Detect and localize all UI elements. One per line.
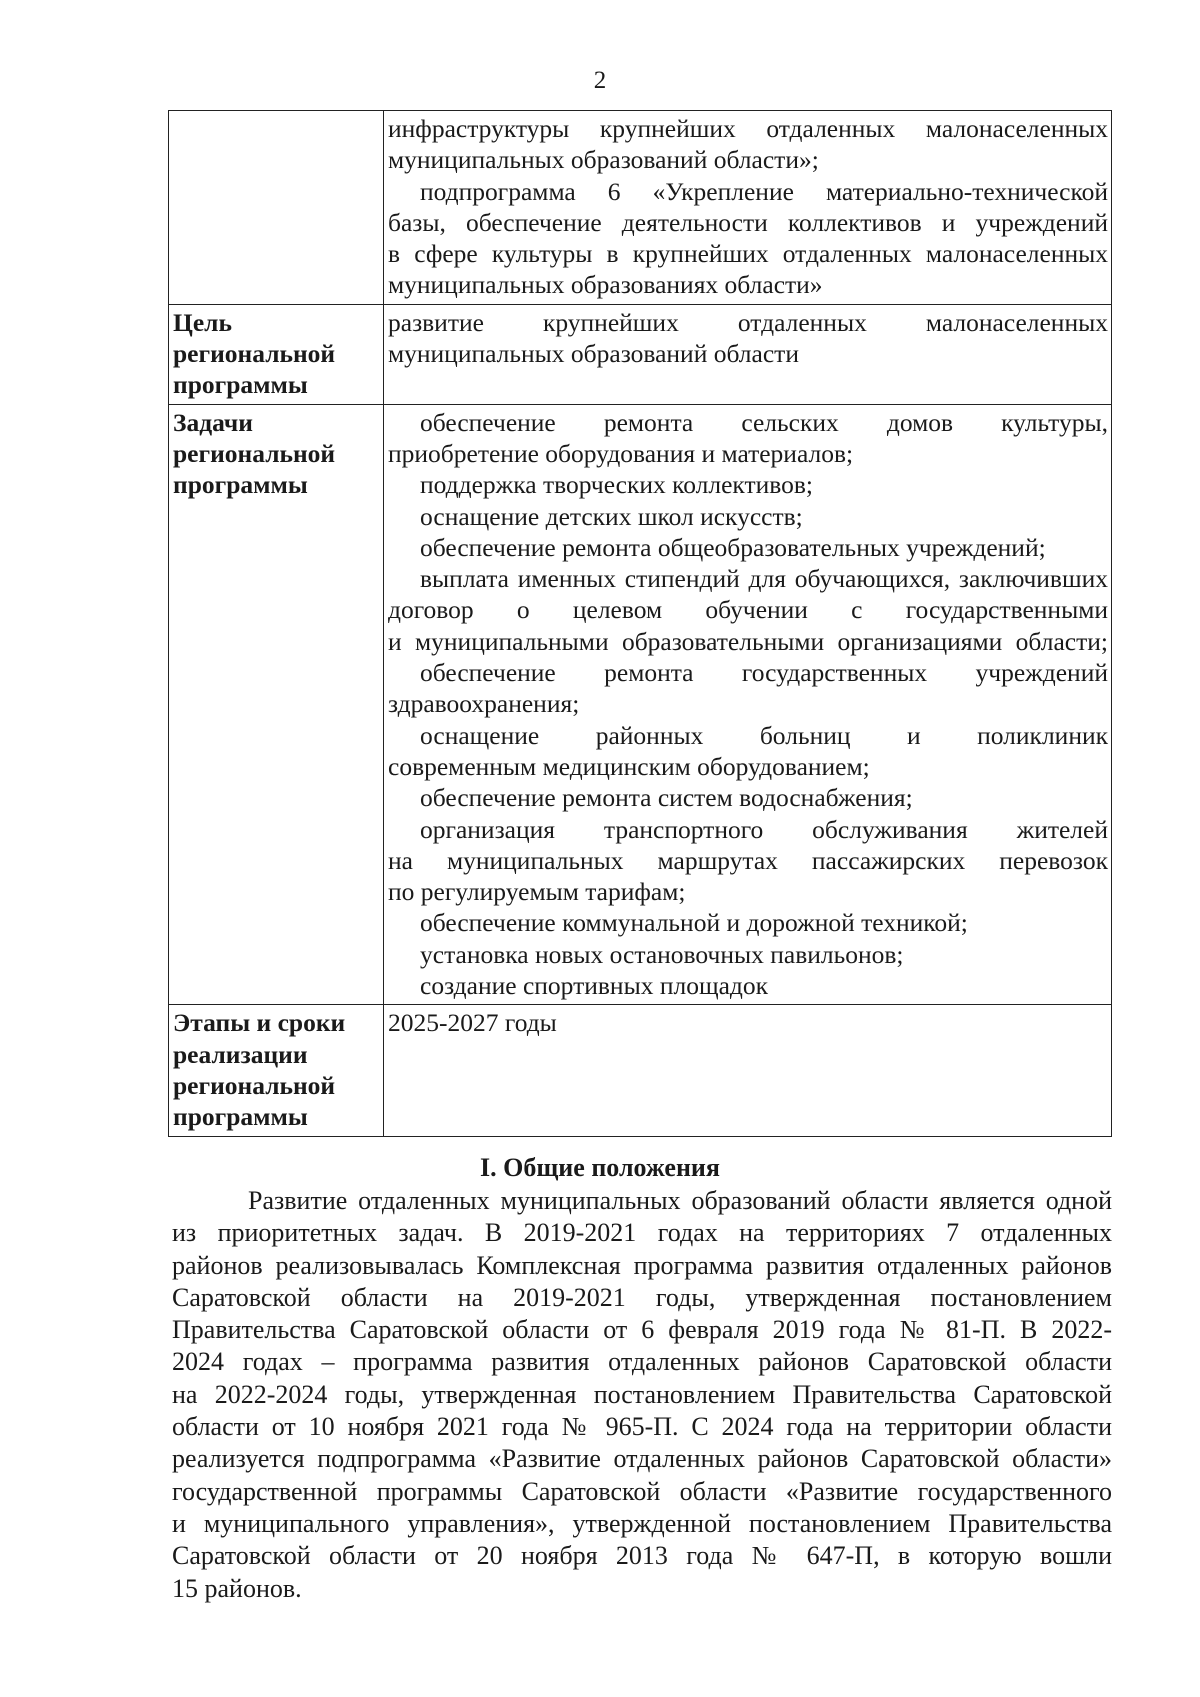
row-content — [384, 404, 1112, 1005]
row-content-line: развитие крупнейших отдаленных малонаселенных — [388, 307, 1108, 337]
row-content — [384, 111, 1112, 305]
row-label — [169, 111, 384, 305]
row-content-line: муниципальных образованиях области» — [388, 270, 823, 300]
row-label — [169, 404, 384, 1005]
row-label-line: программы — [173, 470, 308, 500]
paragraph-line: 15 районов. — [172, 1573, 302, 1603]
row-label-line: программы — [173, 370, 308, 400]
row-content-line: муниципальных образований области — [388, 339, 799, 369]
paragraph-line: Саратовской области от 20 ноября 2013 года № 647-П, в которую вошли — [172, 1541, 1112, 1571]
paragraph-line: реализуется подпрограмма «Развитие отдаленных районов Саратовской области» — [172, 1444, 1112, 1474]
row-content-line: здравоохранения; — [388, 689, 580, 719]
row-content-line: современным медицинским оборудованием; — [388, 751, 870, 781]
row-content-line: муниципальных образований области»; — [388, 145, 819, 175]
row-content-line: в сфере культуры в крупнейших отдаленных малонаселенных — [388, 239, 1108, 269]
row-label-line: Цель — [173, 307, 232, 337]
program-passport-table — [168, 110, 1112, 1137]
row-content-line: обеспечение ремонта сельских домов культуры, — [420, 407, 1108, 437]
row-label — [169, 1005, 384, 1136]
row-content-line: обеспечение ремонта систем водоснабжения; — [420, 783, 913, 813]
row-content-line: поддержка творческих коллективов; — [420, 470, 813, 500]
passport-table-body — [169, 111, 1112, 1137]
section-title: I. Общие положения — [480, 1153, 720, 1182]
paragraph-line: из приоритетных задач. В 2019-2021 годах на территориях 7 отдаленных — [172, 1218, 1112, 1248]
paragraph-line: Саратовской области на 2019-2021 годы, утвержденная постановлением — [172, 1282, 1112, 1312]
row-content-line: оснащение районных больниц и поликлиник — [420, 720, 1108, 750]
row-label-line: программы — [173, 1102, 308, 1132]
row-label-line: Задачи — [173, 407, 253, 437]
row-content-line: создание спортивных площадок — [420, 971, 769, 1001]
row-content-line: оснащение детских школ искусств; — [420, 501, 803, 531]
row-content-line: договор о целевом обучении с государственными — [388, 595, 1108, 625]
row-content-line: обеспечение ремонта государственных учреждений — [420, 658, 1108, 688]
row-content-line: инфраструктуры крупнейших отдаленных малонаселенных — [388, 114, 1108, 143]
row-content-line: по регулируемым тарифам; — [388, 877, 686, 907]
row-label-line: реализации — [173, 1039, 308, 1069]
row-content-line: организация транспортного обслуживания жителей — [420, 814, 1108, 844]
paragraph-line: Правительства Саратовской области от 6 февраля 2019 года № 81-П. В 2022- — [172, 1315, 1112, 1345]
row-content-line: приобретение оборудования и материалов; — [388, 438, 854, 468]
row-content-line: подпрограмма 6 «Укрепление материально-технической — [420, 176, 1108, 206]
paragraph-line: районов реализовывалась Комплексная программа развития отдаленных районов — [172, 1250, 1112, 1280]
row-content-line: обеспечение коммунальной и дорожной техникой; — [420, 908, 968, 938]
row-label-line: региональной — [173, 339, 336, 369]
row-content — [384, 1005, 1112, 1136]
paragraph-line: 2024 годах – программа развития отдаленных районов Саратовской области — [172, 1347, 1112, 1377]
row-content-line: установка новых остановочных павильонов; — [420, 939, 904, 969]
row-label-line: региональной — [173, 1070, 336, 1100]
row-label-line: региональной — [173, 438, 336, 468]
general-provisions-paragraph — [172, 1185, 1112, 1605]
row-content-line: 2025-2027 годы — [388, 1008, 557, 1038]
row-content — [384, 304, 1112, 404]
table-row — [169, 404, 1112, 1005]
paragraph-line: государственной программы Саратовской области «Развитие государственного — [172, 1476, 1112, 1506]
table-row — [169, 304, 1112, 404]
row-content-line: выплата именных стипендий для обучающихся, заключивших — [420, 564, 1108, 594]
paragraph-line: области от 10 ноября 2021 года № 965-П. С 2024 года на территории области — [172, 1412, 1112, 1442]
row-label — [169, 304, 384, 404]
row-label-line: Этапы и сроки — [173, 1008, 346, 1038]
paragraph-line: на 2022-2024 годы, утвержденная постановлением Правительства Саратовской — [172, 1379, 1112, 1409]
row-content-line: и муниципальными образовательными организациями области; — [388, 626, 1108, 656]
row-content-line: базы, обеспечение деятельности коллективов и учреждений — [388, 207, 1108, 237]
row-content-line: на муниципальных маршрутах пассажирских перевозок — [388, 845, 1108, 875]
row-content-line: обеспечение ремонта общеобразовательных учреждений; — [420, 532, 1046, 562]
table-row — [169, 1005, 1112, 1136]
paragraph-line: Развитие отдаленных муниципальных образований области является одной — [248, 1186, 1112, 1215]
paragraph-line: и муниципального управления», утвержденной постановлением Правительства — [172, 1508, 1112, 1538]
page-number: 2 — [593, 67, 607, 94]
table-row — [169, 111, 1112, 305]
